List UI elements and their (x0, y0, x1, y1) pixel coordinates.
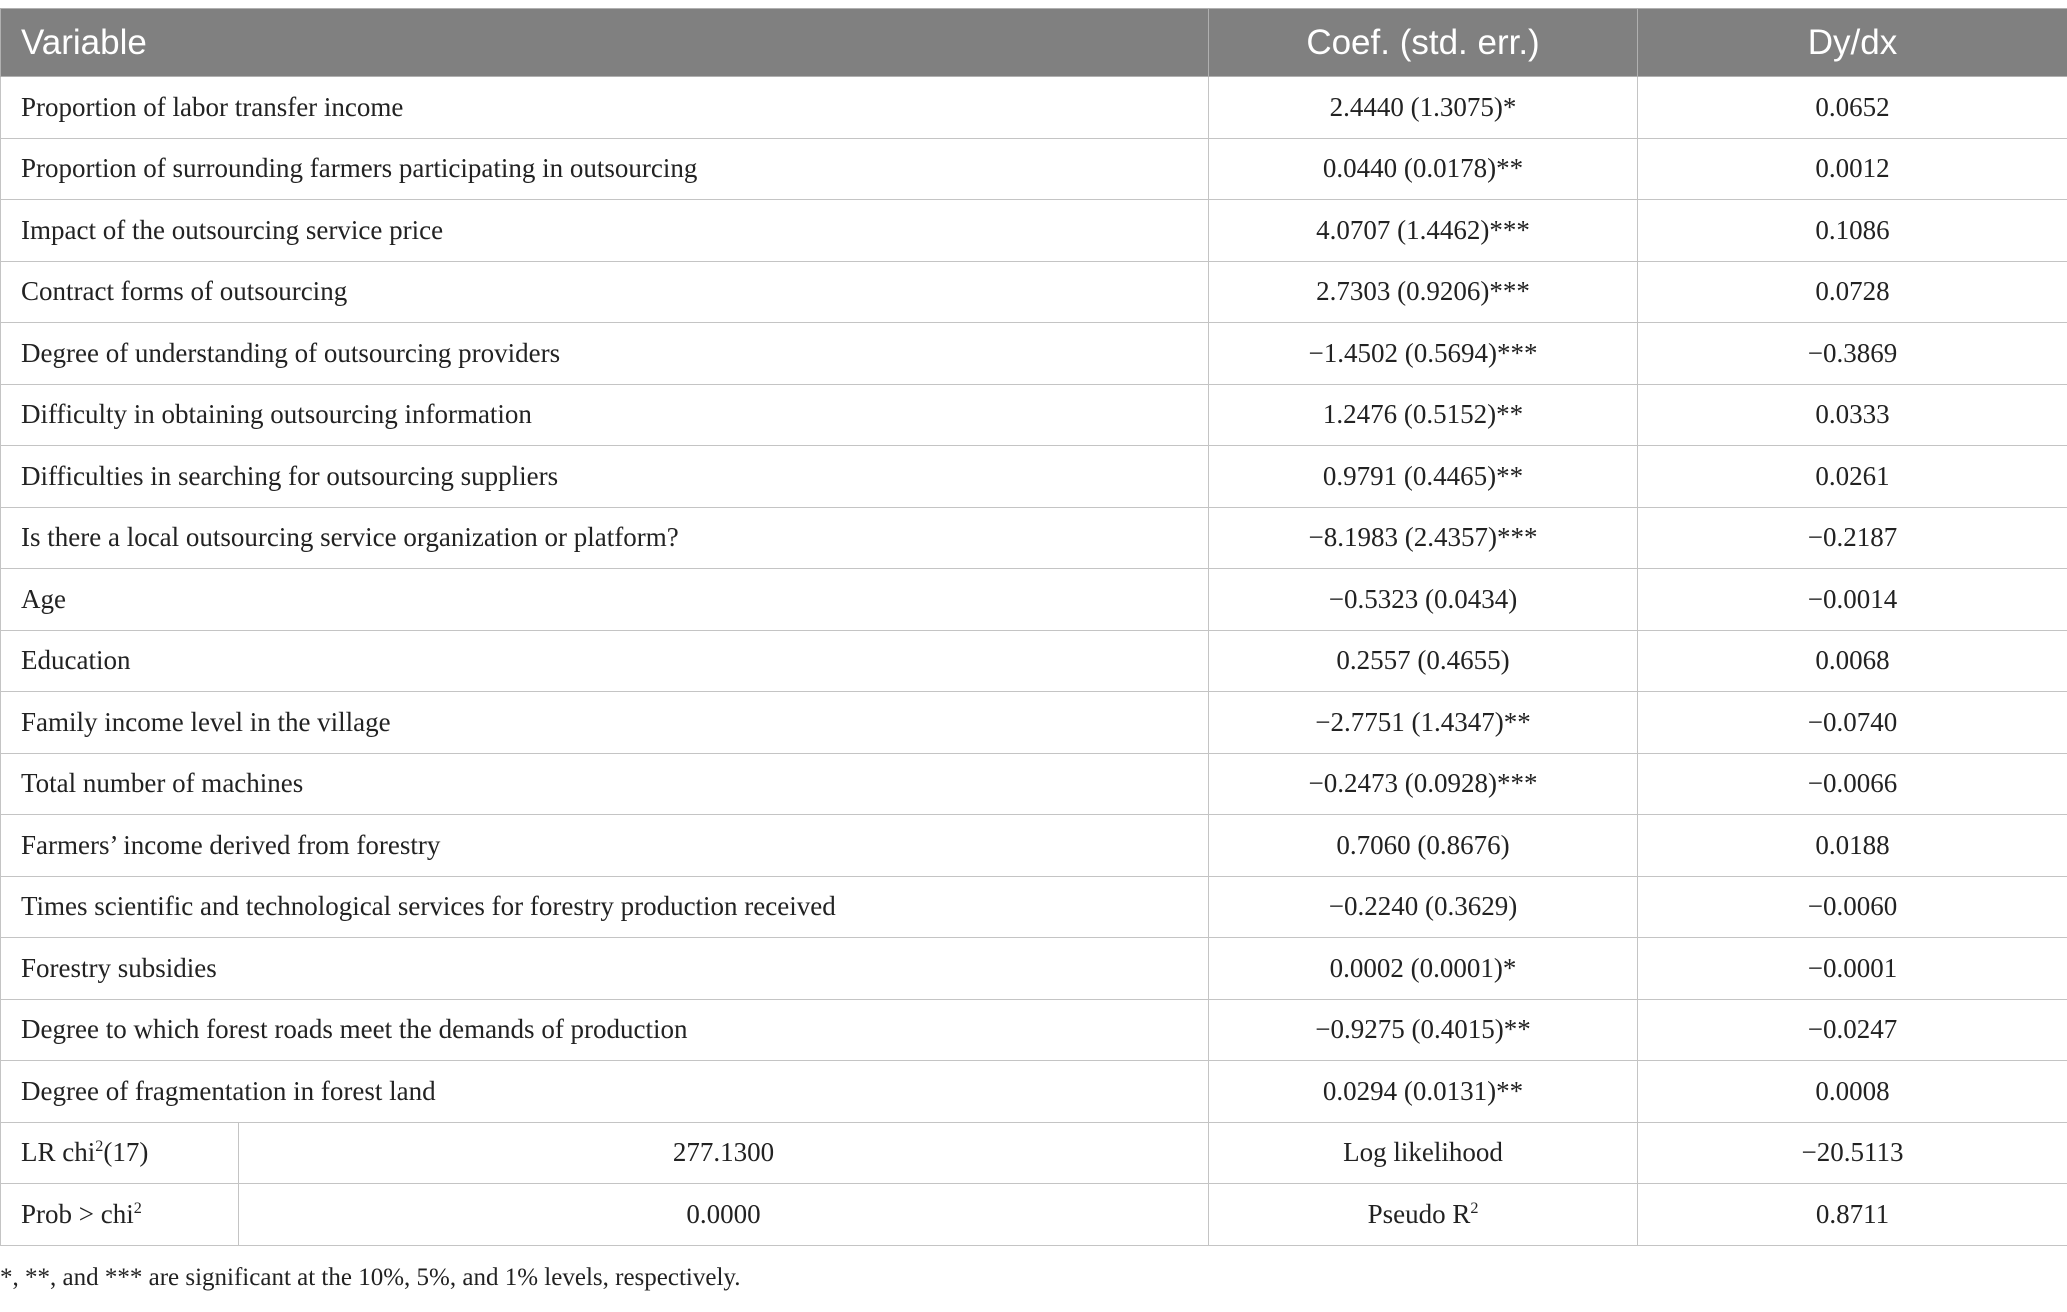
variable-cell: Degree to which forest roads meet the demands of production (1, 999, 1209, 1061)
table-footnote: *, **, and *** are significant at the 10%, 5%, and 1% levels, respectively. (0, 1264, 741, 1291)
dydx-cell: 0.0728 (1638, 261, 2067, 323)
table-row (1, 815, 2067, 877)
variable-cell: Education (1, 630, 1209, 692)
stat-value-2: −20.5113 (1638, 1122, 2067, 1184)
variable-cell: Proportion of surrounding farmers participating in outsourcing (1, 138, 1209, 200)
table-row (1, 938, 2067, 1000)
dydx-cell: 0.1086 (1638, 200, 2067, 262)
stats-row (1, 1184, 2067, 1246)
coef-cell: −8.1983 (2.4357)*** (1209, 507, 1638, 569)
table-body (1, 77, 2067, 1246)
table-row (1, 569, 2067, 631)
regression-table-container (0, 8, 2067, 1246)
coef-cell: 0.0294 (0.0131)** (1209, 1061, 1638, 1123)
coef-cell: −0.5323 (0.0434) (1209, 569, 1638, 631)
coef-cell: −1.4502 (0.5694)*** (1209, 323, 1638, 385)
coef-cell: 0.2557 (0.4655) (1209, 630, 1638, 692)
variable-cell: Proportion of labor transfer income (1, 77, 1209, 139)
variable-cell: Difficulties in searching for outsourcing suppliers (1, 446, 1209, 508)
coef-cell: 0.0002 (0.0001)* (1209, 938, 1638, 1000)
table-row (1, 138, 2067, 200)
dydx-cell: −0.0001 (1638, 938, 2067, 1000)
stat-label-2-sup: 2 (1470, 1198, 1479, 1217)
dydx-cell: 0.0652 (1638, 77, 2067, 139)
stat-label-2 (1209, 1184, 1638, 1246)
table-row (1, 384, 2067, 446)
stat-label-tail: (17) (103, 1137, 149, 1168)
table-row (1, 77, 2067, 139)
coef-cell: 2.4440 (1.3075)* (1209, 77, 1638, 139)
dydx-cell: 0.0012 (1638, 138, 2067, 200)
coef-cell: −0.2473 (0.0928)*** (1209, 753, 1638, 815)
coef-cell: 1.2476 (0.5152)** (1209, 384, 1638, 446)
variable-cell: Family income level in the village (1, 692, 1209, 754)
dydx-cell: −0.0740 (1638, 692, 2067, 754)
coef-cell: 0.0440 (0.0178)** (1209, 138, 1638, 200)
dydx-cell: 0.0188 (1638, 815, 2067, 877)
coef-cell: −0.9275 (0.4015)** (1209, 999, 1638, 1061)
coef-cell: −0.2240 (0.3629) (1209, 876, 1638, 938)
coef-cell: 0.9791 (0.4465)** (1209, 446, 1638, 508)
coef-cell: 2.7303 (0.9206)*** (1209, 261, 1638, 323)
dydx-cell: 0.0261 (1638, 446, 2067, 508)
variable-cell: Age (1, 569, 1209, 631)
table-row (1, 200, 2067, 262)
dydx-cell: −0.3869 (1638, 323, 2067, 385)
variable-cell: Difficulty in obtaining outsourcing information (1, 384, 1209, 446)
variable-cell: Farmers’ income derived from forestry (1, 815, 1209, 877)
table-row (1, 753, 2067, 815)
header-coef: Coef. (std. err.) (1209, 9, 1638, 77)
coef-cell: 4.0707 (1.4462)*** (1209, 200, 1638, 262)
header-variable: Variable (1, 9, 1209, 77)
table-row (1, 446, 2067, 508)
stat-label (1, 1184, 239, 1246)
coef-cell: −2.7751 (1.4347)** (1209, 692, 1638, 754)
table-row (1, 876, 2067, 938)
table-header (1, 9, 2067, 77)
dydx-cell: −0.0066 (1638, 753, 2067, 815)
variable-cell: Degree of understanding of outsourcing providers (1, 323, 1209, 385)
dydx-cell: 0.0068 (1638, 630, 2067, 692)
stat-label-2-text: Pseudo R (1367, 1198, 1471, 1229)
variable-cell: Times scientific and technological services for forestry production received (1, 876, 1209, 938)
variable-cell: Contract forms of outsourcing (1, 261, 1209, 323)
variable-cell: Degree of fragmentation in forest land (1, 1061, 1209, 1123)
stat-label-sup: 2 (133, 1198, 142, 1217)
header-dydx: Dy/dx (1638, 9, 2067, 77)
stat-label-text: LR chi (21, 1137, 96, 1168)
dydx-cell: −0.2187 (1638, 507, 2067, 569)
table-row (1, 507, 2067, 569)
stat-label-2-text: Log likelihood (1343, 1137, 1503, 1168)
dydx-cell: 0.0008 (1638, 1061, 2067, 1123)
table-row (1, 323, 2067, 385)
stat-label-sup: 2 (95, 1137, 104, 1156)
stat-value: 277.1300 (239, 1122, 1209, 1184)
table-row (1, 630, 2067, 692)
table-row (1, 261, 2067, 323)
table-row (1, 1061, 2067, 1123)
dydx-cell: −0.0060 (1638, 876, 2067, 938)
stat-label-text: Prob > chi (21, 1198, 134, 1229)
variable-cell: Impact of the outsourcing service price (1, 200, 1209, 262)
stat-label-2 (1209, 1122, 1638, 1184)
variable-cell: Is there a local outsourcing service organization or platform? (1, 507, 1209, 569)
stat-label (1, 1122, 239, 1184)
dydx-cell: 0.0333 (1638, 384, 2067, 446)
variable-cell: Total number of machines (1, 753, 1209, 815)
stat-value: 0.0000 (239, 1184, 1209, 1246)
regression-table (0, 8, 2067, 1246)
table-row (1, 692, 2067, 754)
stat-value-2: 0.8711 (1638, 1184, 2067, 1246)
variable-cell: Forestry subsidies (1, 938, 1209, 1000)
dydx-cell: −0.0014 (1638, 569, 2067, 631)
header-row (1, 9, 2067, 77)
table-row (1, 999, 2067, 1061)
dydx-cell: −0.0247 (1638, 999, 2067, 1061)
coef-cell: 0.7060 (0.8676) (1209, 815, 1638, 877)
stats-row (1, 1122, 2067, 1184)
